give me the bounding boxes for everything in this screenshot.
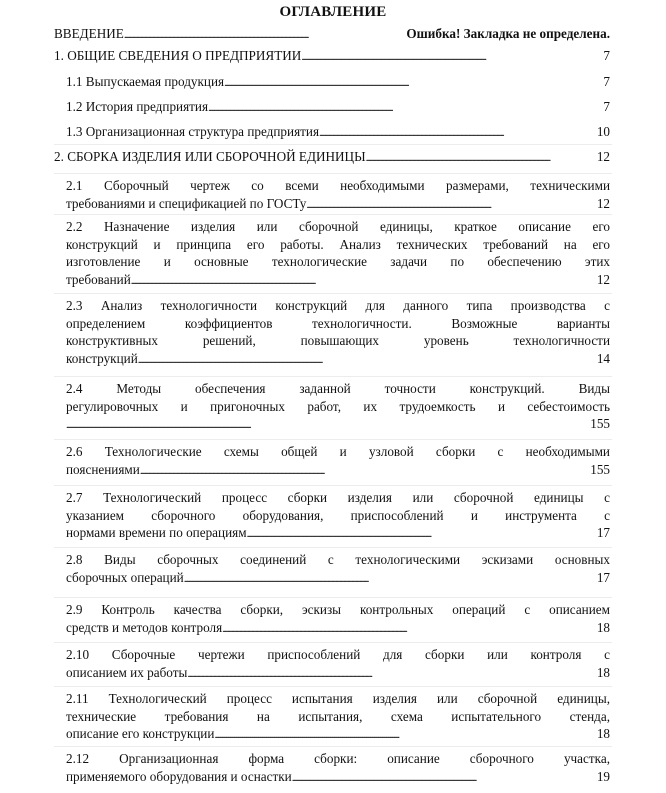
toc-entry-label: требованиями и спецификацией по ГОСТу (66, 195, 307, 211)
dot-leader (247, 526, 596, 544)
toc-entry-label: применяемого оборудования и оснастки (66, 768, 292, 784)
toc-entry-page-number: 17 (596, 525, 610, 540)
toc-entry-label: 2. СБОРКА ИЗДЕЛИЯ ИЛИ СБОРОЧНОЙ ЕДИНИЦЫ (54, 149, 366, 164)
entry-separator (54, 642, 612, 643)
dot-leader (124, 27, 406, 45)
toc-heading: ОГЛАВЛЕНИЕ (279, 4, 387, 20)
toc-entry-page-number: 17 (596, 569, 610, 585)
toc-entry[interactable] (66, 73, 610, 93)
entry-separator (54, 293, 612, 294)
toc-entry-label: 1.3 Организационная структура предприятия (66, 124, 320, 139)
entry-separator (54, 214, 612, 215)
toc-entry-text-line: конструкций и принципа его работы. Анализ технических требований на его (66, 236, 610, 252)
entry-separator (54, 439, 612, 440)
toc-entry[interactable] (66, 98, 610, 118)
toc-entry-text-line: 2.6 Технологические схемы общей и узловой сборки с необходимыми (66, 444, 610, 459)
toc-entry-text-line: 2.10 Сборочные чертежи приспособлений для сборки или контроля с (66, 647, 610, 662)
dot-leader (366, 150, 596, 168)
dot-leader (187, 666, 595, 684)
toc-entry[interactable] (66, 297, 610, 369)
toc-entry[interactable] (66, 489, 610, 544)
toc-entry-page-number: 155 (590, 416, 610, 431)
dot-leader (224, 75, 602, 93)
toc-entry[interactable] (66, 218, 610, 290)
toc-entry-text-line: регулировочных и пригоночных работ, их трудоемкость и себестоимость (66, 398, 610, 414)
toc-entry-text-line: 2.8 Виды сборочных соединений с технологическими эскизами основных (66, 552, 610, 567)
toc-entry-page-number: 10 (596, 124, 610, 139)
toc-entry[interactable] (66, 646, 610, 683)
toc-entry-label: средств и методов контроля (66, 619, 223, 635)
toc-entry-page-number: 12 (596, 195, 610, 211)
toc-entry-page-number: 14 (596, 350, 610, 366)
entry-separator (54, 485, 612, 486)
toc-entry-text-line: 2.3 Анализ технологичности конструкций для данного типа производства с (66, 298, 610, 313)
toc-entry-page-number: 12 (596, 271, 610, 287)
toc-entry-page-number: 18 (596, 726, 610, 741)
toc-entry-text-line: изготовление и основные технологические задачи по обеспечению этих (66, 254, 610, 269)
toc-entry-text-line: 2.4 Методы обеспечения заданной точности конструкций. Виды (66, 381, 610, 396)
entry-separator (54, 597, 612, 598)
toc-entry-label: требований (66, 271, 131, 287)
toc-entry[interactable] (66, 601, 610, 638)
toc-entry-text-line: 2.2 Назначение изделия или сборочной единицы, краткое описание его (66, 219, 610, 234)
dot-leader (301, 49, 602, 67)
entry-separator (54, 547, 612, 548)
toc-entry-label: 1.2 История предприятия (66, 99, 209, 114)
dot-leader (140, 463, 589, 481)
toc-entry-text-line: указанием сборочного оборудования, приспособлений и инструмента с (66, 507, 610, 523)
entry-separator (54, 686, 612, 687)
toc-entry-text-line: 2.7 Технологический процесс сборки изделия или сборочной единицы с (66, 490, 610, 505)
toc-entry-text-line: 2.9 Контроль качества сборки, эскизы контрольных операций с описанием (66, 602, 610, 617)
toc-entry-text-line: 2.12 Организационная форма сборки: описание сборочного участка, (66, 751, 610, 766)
toc-entry-intro[interactable] (54, 25, 610, 45)
toc-entry-text-line: 2.1 Сборочный чертеж со всеми необходимыми размерами, техническими (66, 178, 610, 193)
dot-leader (292, 770, 596, 788)
toc-entry[interactable] (66, 690, 610, 745)
dot-leader (222, 621, 596, 639)
toc-entry[interactable] (66, 443, 610, 480)
toc-entry-page-error: Ошибка! Закладка не определена. (406, 26, 610, 41)
dot-leader (306, 197, 595, 215)
toc-entry-text-line: конструктивных решений, повышающих уровень технологичности (66, 333, 610, 348)
entry-separator (54, 746, 612, 747)
toc-entry[interactable] (66, 123, 610, 143)
toc-entry-text-line: 2.11 Технологический процесс испытания изделия или сборочной единицы, (66, 691, 610, 706)
toc-entry-label: ВВЕДЕНИЕ (54, 26, 124, 41)
toc-entry-page-number: 12 (596, 149, 610, 164)
toc-entry-page-number: 7 (603, 48, 610, 63)
toc-entry[interactable] (54, 47, 610, 67)
entry-separator (54, 144, 612, 145)
entry-separator (54, 376, 612, 377)
dot-leader (138, 352, 596, 370)
toc-entry-label: 1.1 Выпускаемая продукция (66, 74, 225, 89)
toc-entry[interactable] (66, 380, 610, 435)
toc-entry[interactable] (66, 551, 610, 588)
toc-entry[interactable] (66, 177, 610, 214)
toc-entry-text-line: определением коэффициентов технологичности. Возможные варианты (66, 315, 610, 331)
toc-entry-label: описание его конструкции (66, 726, 215, 741)
toc-entry-label: описанием их работы (66, 664, 188, 680)
dot-leader (214, 727, 595, 745)
toc-entry-page-number: 7 (603, 74, 610, 89)
dot-leader (131, 273, 596, 291)
toc-entry-page-number: 155 (590, 461, 610, 477)
toc-entry-page-number: 19 (596, 768, 610, 784)
toc-entry[interactable] (66, 750, 610, 787)
toc-entry-label: пояснениями (66, 461, 140, 477)
toc-entry-page-number: 7 (603, 99, 610, 114)
toc-entry-label: нормами времени по операциям (66, 525, 247, 540)
toc-entry-label: 1. ОБЩИЕ СВЕДЕНИЯ О ПРЕДПРИЯТИИ (54, 48, 302, 63)
dot-leader (66, 417, 589, 435)
toc-entry-page-number: 18 (596, 619, 610, 635)
toc-entry-label: сборочных операций (66, 569, 184, 585)
dot-leader (319, 125, 596, 143)
toc-entry-text-line: технические требования на испытания, схема испытательного стенда, (66, 708, 610, 724)
toc-entry-page-number: 18 (596, 664, 610, 680)
toc-entry[interactable] (54, 148, 610, 168)
dot-leader (184, 571, 596, 589)
entry-separator (54, 173, 612, 174)
toc-entry-label: конструкций (66, 350, 138, 366)
dot-leader (208, 100, 602, 118)
